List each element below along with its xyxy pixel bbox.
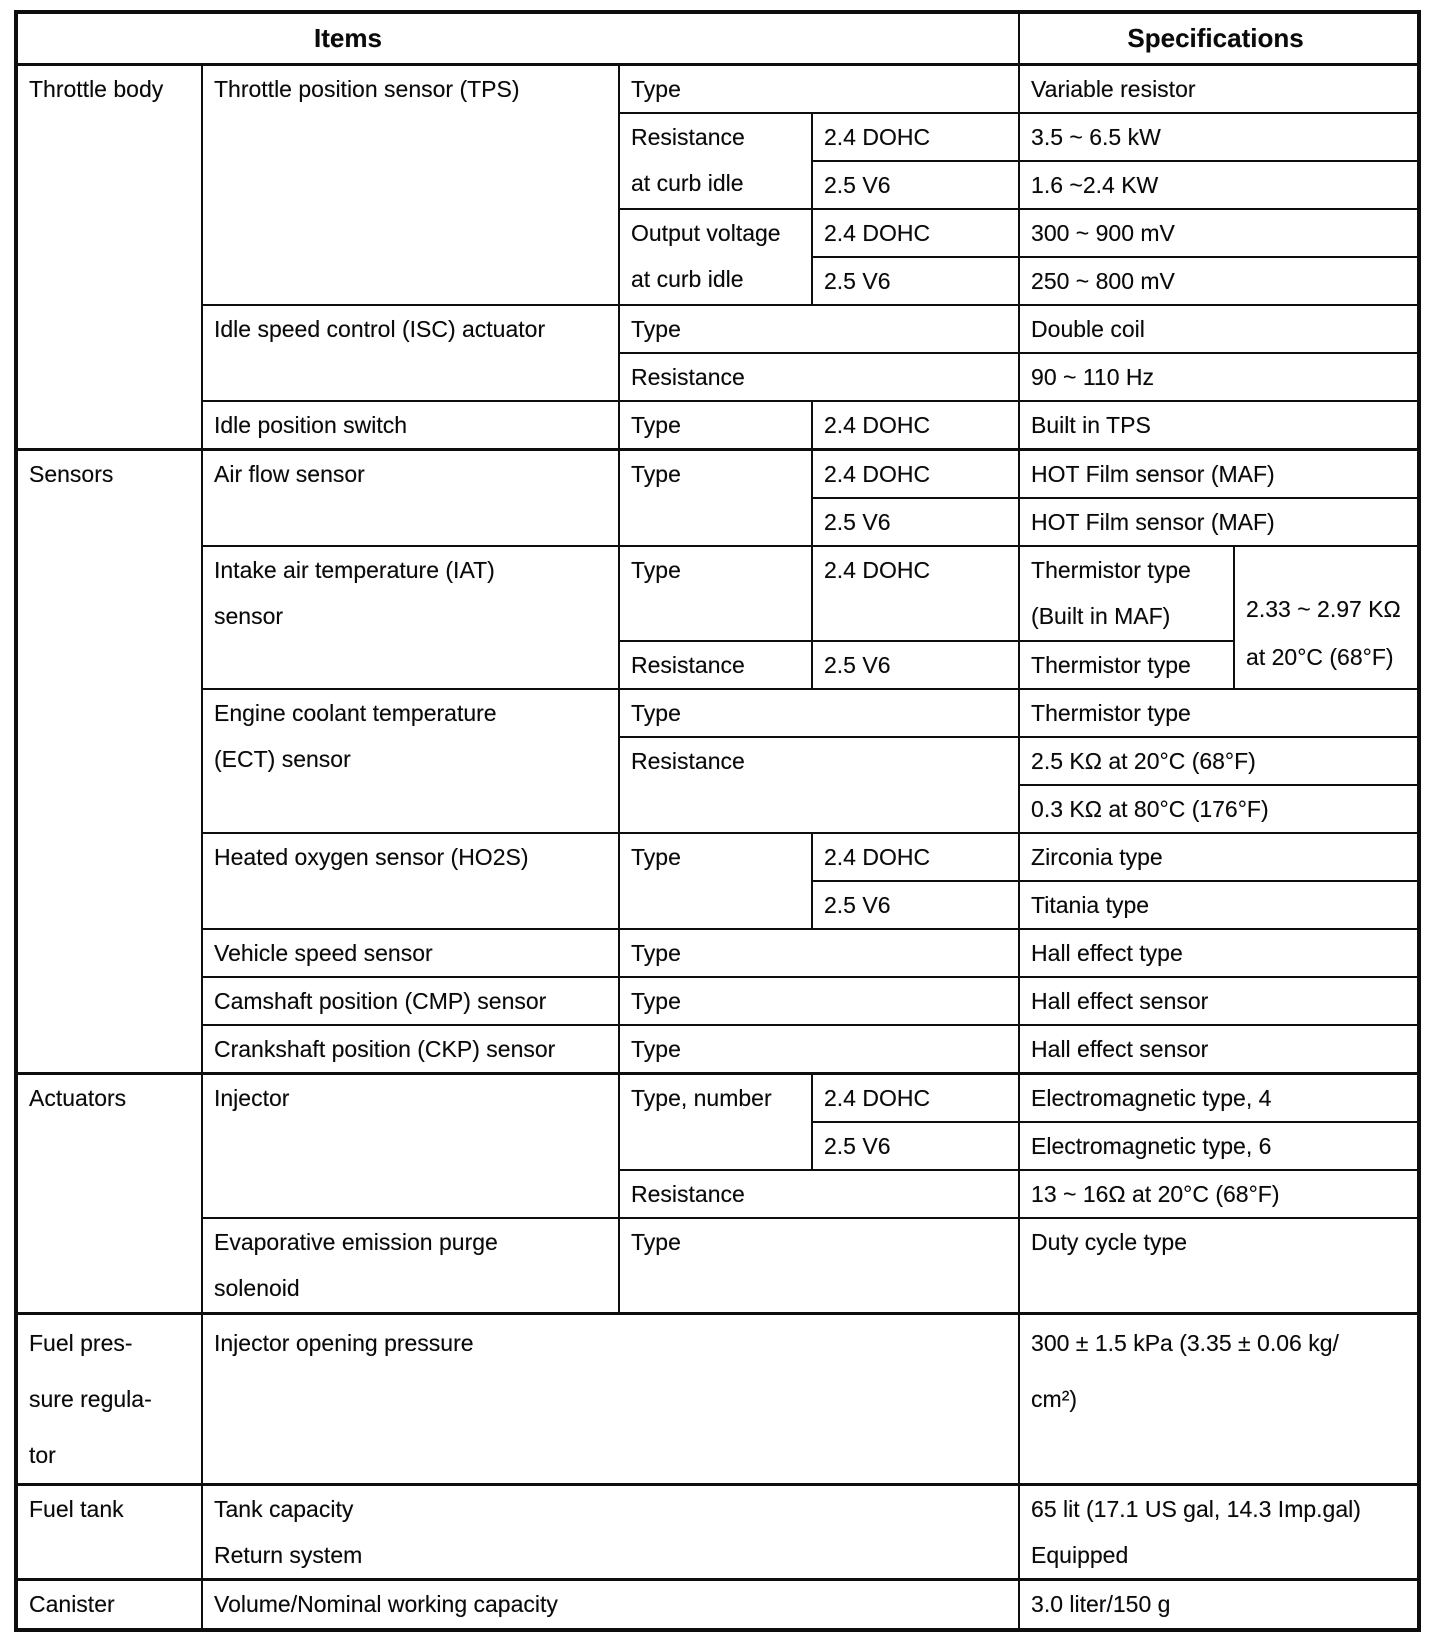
ckp-type-label: Type [619, 1025, 1019, 1074]
afs-v6-spec: HOT Film sensor (MAF) [1019, 498, 1419, 546]
evap-item-line1: Evaporative emission purge [214, 1228, 498, 1255]
injector-resistance-label: Resistance [619, 1170, 1019, 1218]
iat-type-label: Type [619, 546, 812, 641]
category-throttle-body: Throttle body [16, 64, 202, 449]
fpr-label-line2: sure regula- [29, 1386, 152, 1412]
tps-output-dohc-engine: 2.4 DOHC [812, 209, 1019, 257]
tps-type-spec: Variable resistor [1019, 64, 1419, 113]
ect-resistance-spec-20c: 2.5 KΩ at 20°C (68°F) [1019, 737, 1419, 785]
tps-resistance-label-line2: at curb idle [631, 169, 744, 196]
ho2s-v6-spec: Titania type [1019, 881, 1419, 929]
iat-type-spec-line1: Thermistor type [1031, 556, 1191, 583]
tps-output-v6-spec: 250 ~ 800 mV [1019, 257, 1419, 305]
ho2s-dohc-engine: 2.4 DOHC [812, 833, 1019, 881]
canister-spec: 3.0 liter/150 g [1019, 1580, 1419, 1630]
iat-type-engine: 2.4 DOHC [812, 546, 1019, 641]
ho2s-type-label: Type [619, 833, 812, 929]
injector-dohc-spec: Electromagnetic type, 4 [1019, 1073, 1419, 1122]
item-canister-volume: Volume/Nominal working capacity [202, 1580, 1019, 1630]
ect-type-spec: Thermistor type [1019, 689, 1419, 737]
injector-resistance-spec: 13 ~ 16Ω at 20°C (68°F) [1019, 1170, 1419, 1218]
injector-dohc-engine: 2.4 DOHC [812, 1073, 1019, 1122]
item-ho2s: Heated oxygen sensor (HO2S) [202, 833, 619, 929]
fpr-spec-line2: cm²) [1031, 1386, 1078, 1412]
item-air-flow-sensor: Air flow sensor [202, 449, 619, 546]
specifications-table [14, 10, 1421, 1632]
vss-spec: Hall effect type [1019, 929, 1419, 977]
injector-type-number-label: Type, number [619, 1073, 812, 1170]
ckp-spec: Hall effect sensor [1019, 1025, 1419, 1074]
iat-item-line1: Intake air temperature (IAT) [214, 556, 495, 583]
fpr-label-line3: tor [29, 1442, 56, 1468]
item-idle-position-switch: Idle position switch [202, 401, 619, 450]
iat-resistance-label: Resistance [619, 641, 812, 689]
category-canister: Canister [16, 1580, 202, 1630]
evap-type-label: Type [619, 1218, 1019, 1314]
afs-type-label: Type [619, 449, 812, 546]
item-ect-sensor [202, 689, 619, 833]
iat-resistance-spec: Thermistor type [1019, 641, 1234, 689]
item-injector: Injector [202, 1073, 619, 1218]
fpr-spec [1019, 1314, 1419, 1485]
category-sensors: Sensors [16, 449, 202, 1073]
item-evap-solenoid [202, 1218, 619, 1314]
item-isc-actuator: Idle speed control (ISC) actuator [202, 305, 619, 401]
tps-resistance-v6-engine: 2.5 V6 [812, 161, 1019, 209]
afs-dohc-engine: 2.4 DOHC [812, 449, 1019, 498]
tps-resistance-dohc-spec: 3.5 ~ 6.5 kW [1019, 113, 1419, 161]
tps-output-dohc-spec: 300 ~ 900 mV [1019, 209, 1419, 257]
iat-resistance-engine: 2.5 V6 [812, 641, 1019, 689]
item-cmp-sensor: Camshaft position (CMP) sensor [202, 977, 619, 1025]
fpr-spec-line1: 300 ± 1.5 kPa (3.35 ± 0.06 kg/ [1031, 1330, 1339, 1356]
fuel-tank-return-spec: Equipped [1031, 1542, 1129, 1568]
fuel-tank-capacity-item: Tank capacity [214, 1496, 354, 1522]
header-items: Items [16, 12, 1019, 64]
evap-item-line2: solenoid [214, 1274, 300, 1301]
tps-resistance-label [619, 113, 812, 209]
injector-v6-engine: 2.5 V6 [812, 1122, 1019, 1170]
ips-type-label: Type [619, 401, 812, 450]
afs-v6-engine: 2.5 V6 [812, 498, 1019, 546]
iat-shared-spec-line1: 2.33 ~ 2.97 KΩ [1246, 595, 1401, 622]
isc-type-label: Type [619, 305, 1019, 353]
tps-output-v6-engine: 2.5 V6 [812, 257, 1019, 305]
fpr-label-line1: Fuel pres- [29, 1330, 133, 1356]
tps-resistance-dohc-engine: 2.4 DOHC [812, 113, 1019, 161]
ips-spec: Built in TPS [1019, 401, 1419, 450]
ect-resistance-label: Resistance [619, 737, 1019, 833]
fuel-tank-capacity-spec: 65 lit (17.1 US gal, 14.3 Imp.gal) [1031, 1496, 1361, 1522]
iat-type-spec-line2: (Built in MAF) [1031, 602, 1171, 629]
isc-resistance-spec: 90 ~ 110 Hz [1019, 353, 1419, 401]
category-fuel-tank: Fuel tank [16, 1485, 202, 1580]
tps-resistance-label-line1: Resistance [631, 123, 745, 150]
cmp-spec: Hall effect sensor [1019, 977, 1419, 1025]
iat-shared-spec-line2: at 20°C (68°F) [1246, 643, 1394, 670]
iat-shared-spec [1234, 546, 1419, 689]
item-tps: Throttle position sensor (TPS) [202, 64, 619, 305]
injector-v6-spec: Electromagnetic type, 6 [1019, 1122, 1419, 1170]
ect-type-label: Type [619, 689, 1019, 737]
header-specifications: Specifications [1019, 12, 1419, 64]
iat-item-line2: sensor [214, 602, 284, 629]
vss-type-label: Type [619, 929, 1019, 977]
ips-engine: 2.4 DOHC [812, 401, 1019, 450]
iat-type-spec [1019, 546, 1234, 641]
isc-type-spec: Double coil [1019, 305, 1419, 353]
item-injector-opening-pressure: Injector opening pressure [202, 1314, 1019, 1485]
item-ckp-sensor: Crankshaft position (CKP) sensor [202, 1025, 619, 1074]
ect-item-line1: Engine coolant temperature [214, 699, 497, 726]
tps-output-voltage-label-line2: at curb idle [631, 265, 744, 292]
isc-resistance-label: Resistance [619, 353, 1019, 401]
fuel-tank-spec [1019, 1485, 1419, 1580]
cmp-type-label: Type [619, 977, 1019, 1025]
item-vehicle-speed-sensor: Vehicle speed sensor [202, 929, 619, 977]
tps-resistance-v6-spec: 1.6 ~2.4 KW [1019, 161, 1419, 209]
tps-type-label: Type [619, 64, 1019, 113]
item-fuel-tank [202, 1485, 1019, 1580]
ho2s-v6-engine: 2.5 V6 [812, 881, 1019, 929]
evap-type-spec: Duty cycle type [1019, 1218, 1419, 1314]
tps-output-voltage-label [619, 209, 812, 305]
category-fuel-pressure-regulator [16, 1314, 202, 1485]
ect-resistance-spec-80c: 0.3 KΩ at 80°C (176°F) [1019, 785, 1419, 833]
tps-output-voltage-label-line1: Output voltage [631, 219, 781, 246]
ect-item-line2: (ECT) sensor [214, 745, 351, 772]
category-actuators: Actuators [16, 1073, 202, 1314]
afs-dohc-spec: HOT Film sensor (MAF) [1019, 449, 1419, 498]
item-iat-sensor [202, 546, 619, 689]
ho2s-dohc-spec: Zirconia type [1019, 833, 1419, 881]
fuel-tank-return-item: Return system [214, 1542, 363, 1568]
